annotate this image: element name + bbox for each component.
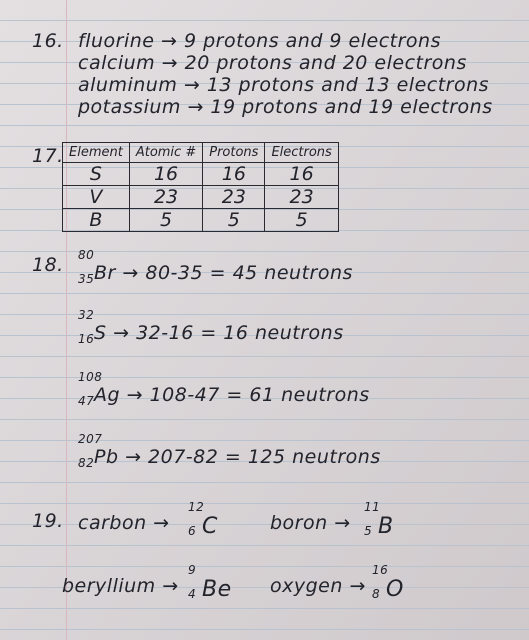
q19-boron-name: boron → xyxy=(270,512,351,534)
element-symbol: B xyxy=(378,514,394,539)
neutron-calculation: → 32-16 = 16 neutrons xyxy=(113,322,344,344)
element-table xyxy=(62,142,339,232)
atomic-number: 5 xyxy=(364,524,373,538)
q19-oxygen-name: oxygen → xyxy=(270,575,366,597)
q19-carbon-name: carbon → xyxy=(78,512,170,534)
element-symbol: Ag xyxy=(94,384,121,406)
cell-atomic: 23 xyxy=(129,186,202,209)
element-symbol: Pb xyxy=(94,446,119,468)
header-protons: Protons xyxy=(203,143,265,163)
neutron-calculation: → 80-35 = 45 neutrons xyxy=(122,262,353,284)
table-row xyxy=(63,209,339,232)
cell-protons: 16 xyxy=(203,163,265,186)
cell-protons: 5 xyxy=(203,209,265,232)
mass-number: 32 xyxy=(78,308,95,322)
question-18-number: 18. xyxy=(32,254,64,276)
cell-protons: 23 xyxy=(203,186,265,209)
atomic-number: 35 xyxy=(78,272,95,286)
q16-line-potassium: potassium → 19 protons and 19 electrons xyxy=(78,96,493,118)
table-row xyxy=(63,186,339,209)
table-row xyxy=(63,163,339,186)
margin-line xyxy=(66,0,67,640)
question-16-number: 16. xyxy=(32,30,64,52)
mass-number: 9 xyxy=(188,563,197,577)
mass-number: 80 xyxy=(78,248,95,262)
q19-beryllium-notation xyxy=(188,563,232,602)
element-symbol: Be xyxy=(202,577,232,602)
q16-line-fluorine: fluorine → 9 protons and 9 electrons xyxy=(78,30,441,52)
atomic-number: 16 xyxy=(78,332,95,346)
q19-beryllium-name: beryllium → xyxy=(62,575,179,597)
neutron-calculation: → 108-47 = 61 neutrons xyxy=(126,384,370,406)
header-atomic-number: Atomic # xyxy=(129,143,202,163)
q16-line-aluminum: aluminum → 13 protons and 13 electrons xyxy=(78,74,490,96)
element-symbol: C xyxy=(202,514,218,539)
q18-item-sulfur xyxy=(78,308,344,346)
mass-number: 12 xyxy=(188,500,205,514)
cell-element: V xyxy=(63,186,130,209)
atomic-number: 47 xyxy=(78,394,95,408)
element-symbol: S xyxy=(94,322,107,344)
q18-item-silver xyxy=(78,370,370,408)
q19-carbon-notation xyxy=(188,500,218,539)
q18-item-bromine xyxy=(78,248,353,286)
mass-number: 108 xyxy=(78,370,103,384)
cell-atomic: 16 xyxy=(129,163,202,186)
q18-item-lead xyxy=(78,432,381,470)
element-symbol: Br xyxy=(94,262,116,284)
atomic-number: 82 xyxy=(78,456,95,470)
table-header-row xyxy=(63,143,339,163)
atomic-number: 6 xyxy=(188,524,197,538)
cell-element: S xyxy=(63,163,130,186)
cell-electrons: 16 xyxy=(265,163,338,186)
atomic-number: 8 xyxy=(372,587,381,601)
mass-number: 207 xyxy=(78,432,103,446)
question-17-number: 17. xyxy=(32,145,64,167)
element-symbol: O xyxy=(386,577,404,602)
cell-electrons: 5 xyxy=(265,209,338,232)
cell-electrons: 23 xyxy=(265,186,338,209)
q19-oxygen-notation xyxy=(372,563,404,602)
question-19-number: 19. xyxy=(32,510,64,532)
mass-number: 16 xyxy=(372,563,389,577)
cell-atomic: 5 xyxy=(129,209,202,232)
neutron-calculation: → 207-82 = 125 neutrons xyxy=(125,446,381,468)
q19-boron-notation xyxy=(364,500,394,539)
header-element: Element xyxy=(63,143,130,163)
header-electrons: Electrons xyxy=(265,143,338,163)
atomic-number: 4 xyxy=(188,587,197,601)
mass-number: 11 xyxy=(364,500,381,514)
q16-line-calcium: calcium → 20 protons and 20 electrons xyxy=(78,52,467,74)
cell-element: B xyxy=(63,209,130,232)
